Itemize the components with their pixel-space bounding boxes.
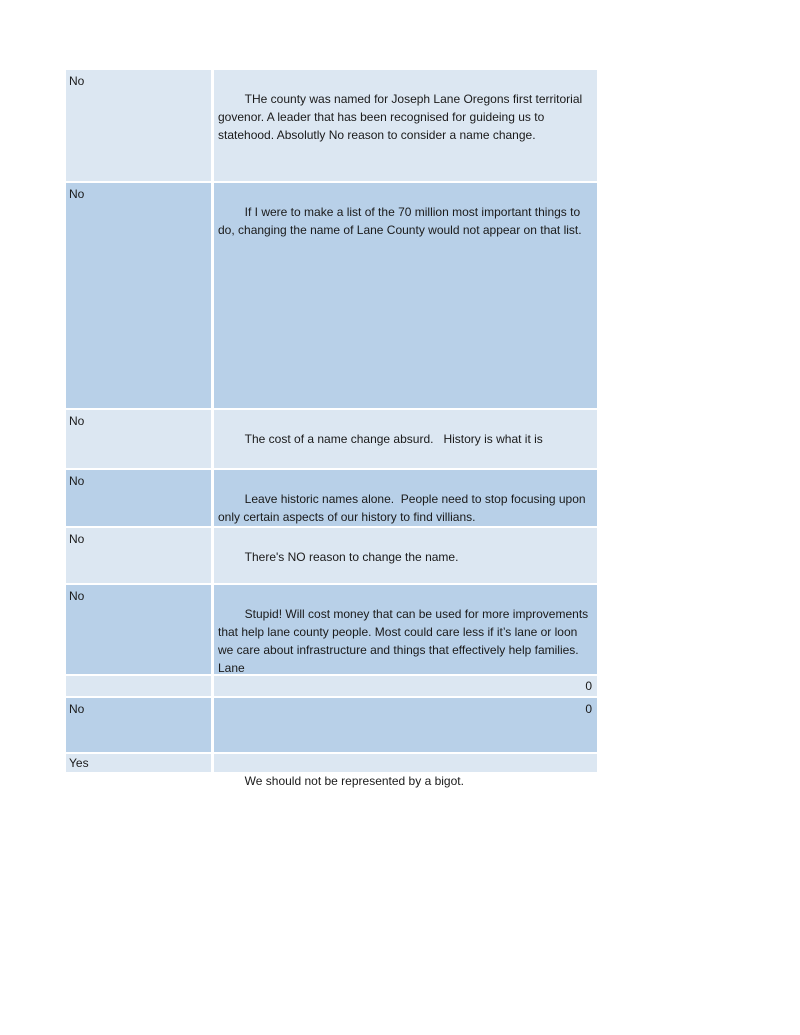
answer-cell — [66, 676, 211, 696]
count-value: 0 — [585, 679, 592, 693]
answer-cell: No — [66, 183, 211, 408]
answer-cell: Yes — [66, 754, 211, 772]
answer-cell: No — [66, 410, 211, 468]
table-row — [66, 410, 597, 468]
comment-text: There's NO reason to change the name. — [244, 550, 459, 564]
comment-text: Leave historic names alone. People need to stop focusing upon only certain aspects of our history to find villians. — [218, 492, 589, 524]
comment-text: The cost of a name change absurd. History is what it is — [244, 432, 543, 446]
table-row — [66, 585, 597, 674]
comment-text: THe county was named for Joseph Lane Oregons first territorial govenor. A leader that has been recognised for guideing us to statehood. Absolutly No reason to consider a name change. — [218, 92, 586, 142]
answer-cell: No — [66, 470, 211, 526]
comment-cell — [214, 183, 597, 408]
table-row — [66, 528, 597, 583]
table-row — [66, 70, 597, 181]
answer-cell: No — [66, 70, 211, 181]
survey-comments-table — [66, 70, 597, 788]
answer-cell: No — [66, 528, 211, 583]
comment-cell — [214, 585, 597, 674]
table-row — [66, 676, 597, 696]
comment-text: Stupid! Will cost money that can be used for more improvements that help lane county people. Most could care less if it’s lane or loon we care about infrastructure and things that effectively help families. Lane — [218, 607, 592, 675]
comment-cell — [214, 70, 597, 181]
comment-cell — [214, 754, 597, 788]
comment-cell — [214, 528, 597, 583]
table-row — [66, 754, 597, 788]
answer-cell: No — [66, 585, 211, 674]
comment-cell — [214, 410, 597, 468]
comment-text: We should not be represented by a bigot. — [244, 774, 464, 788]
table-row — [66, 698, 597, 752]
answer-cell: No — [66, 698, 211, 752]
table-row — [66, 470, 597, 526]
count-value: 0 — [585, 702, 592, 716]
comment-cell — [214, 698, 597, 752]
comment-cell — [214, 676, 597, 696]
comment-cell — [214, 470, 597, 526]
table-row — [66, 183, 597, 408]
comment-text: If I were to make a list of the 70 million most important things to do, changing the name of Lane County would not appear on that list. — [218, 205, 584, 237]
